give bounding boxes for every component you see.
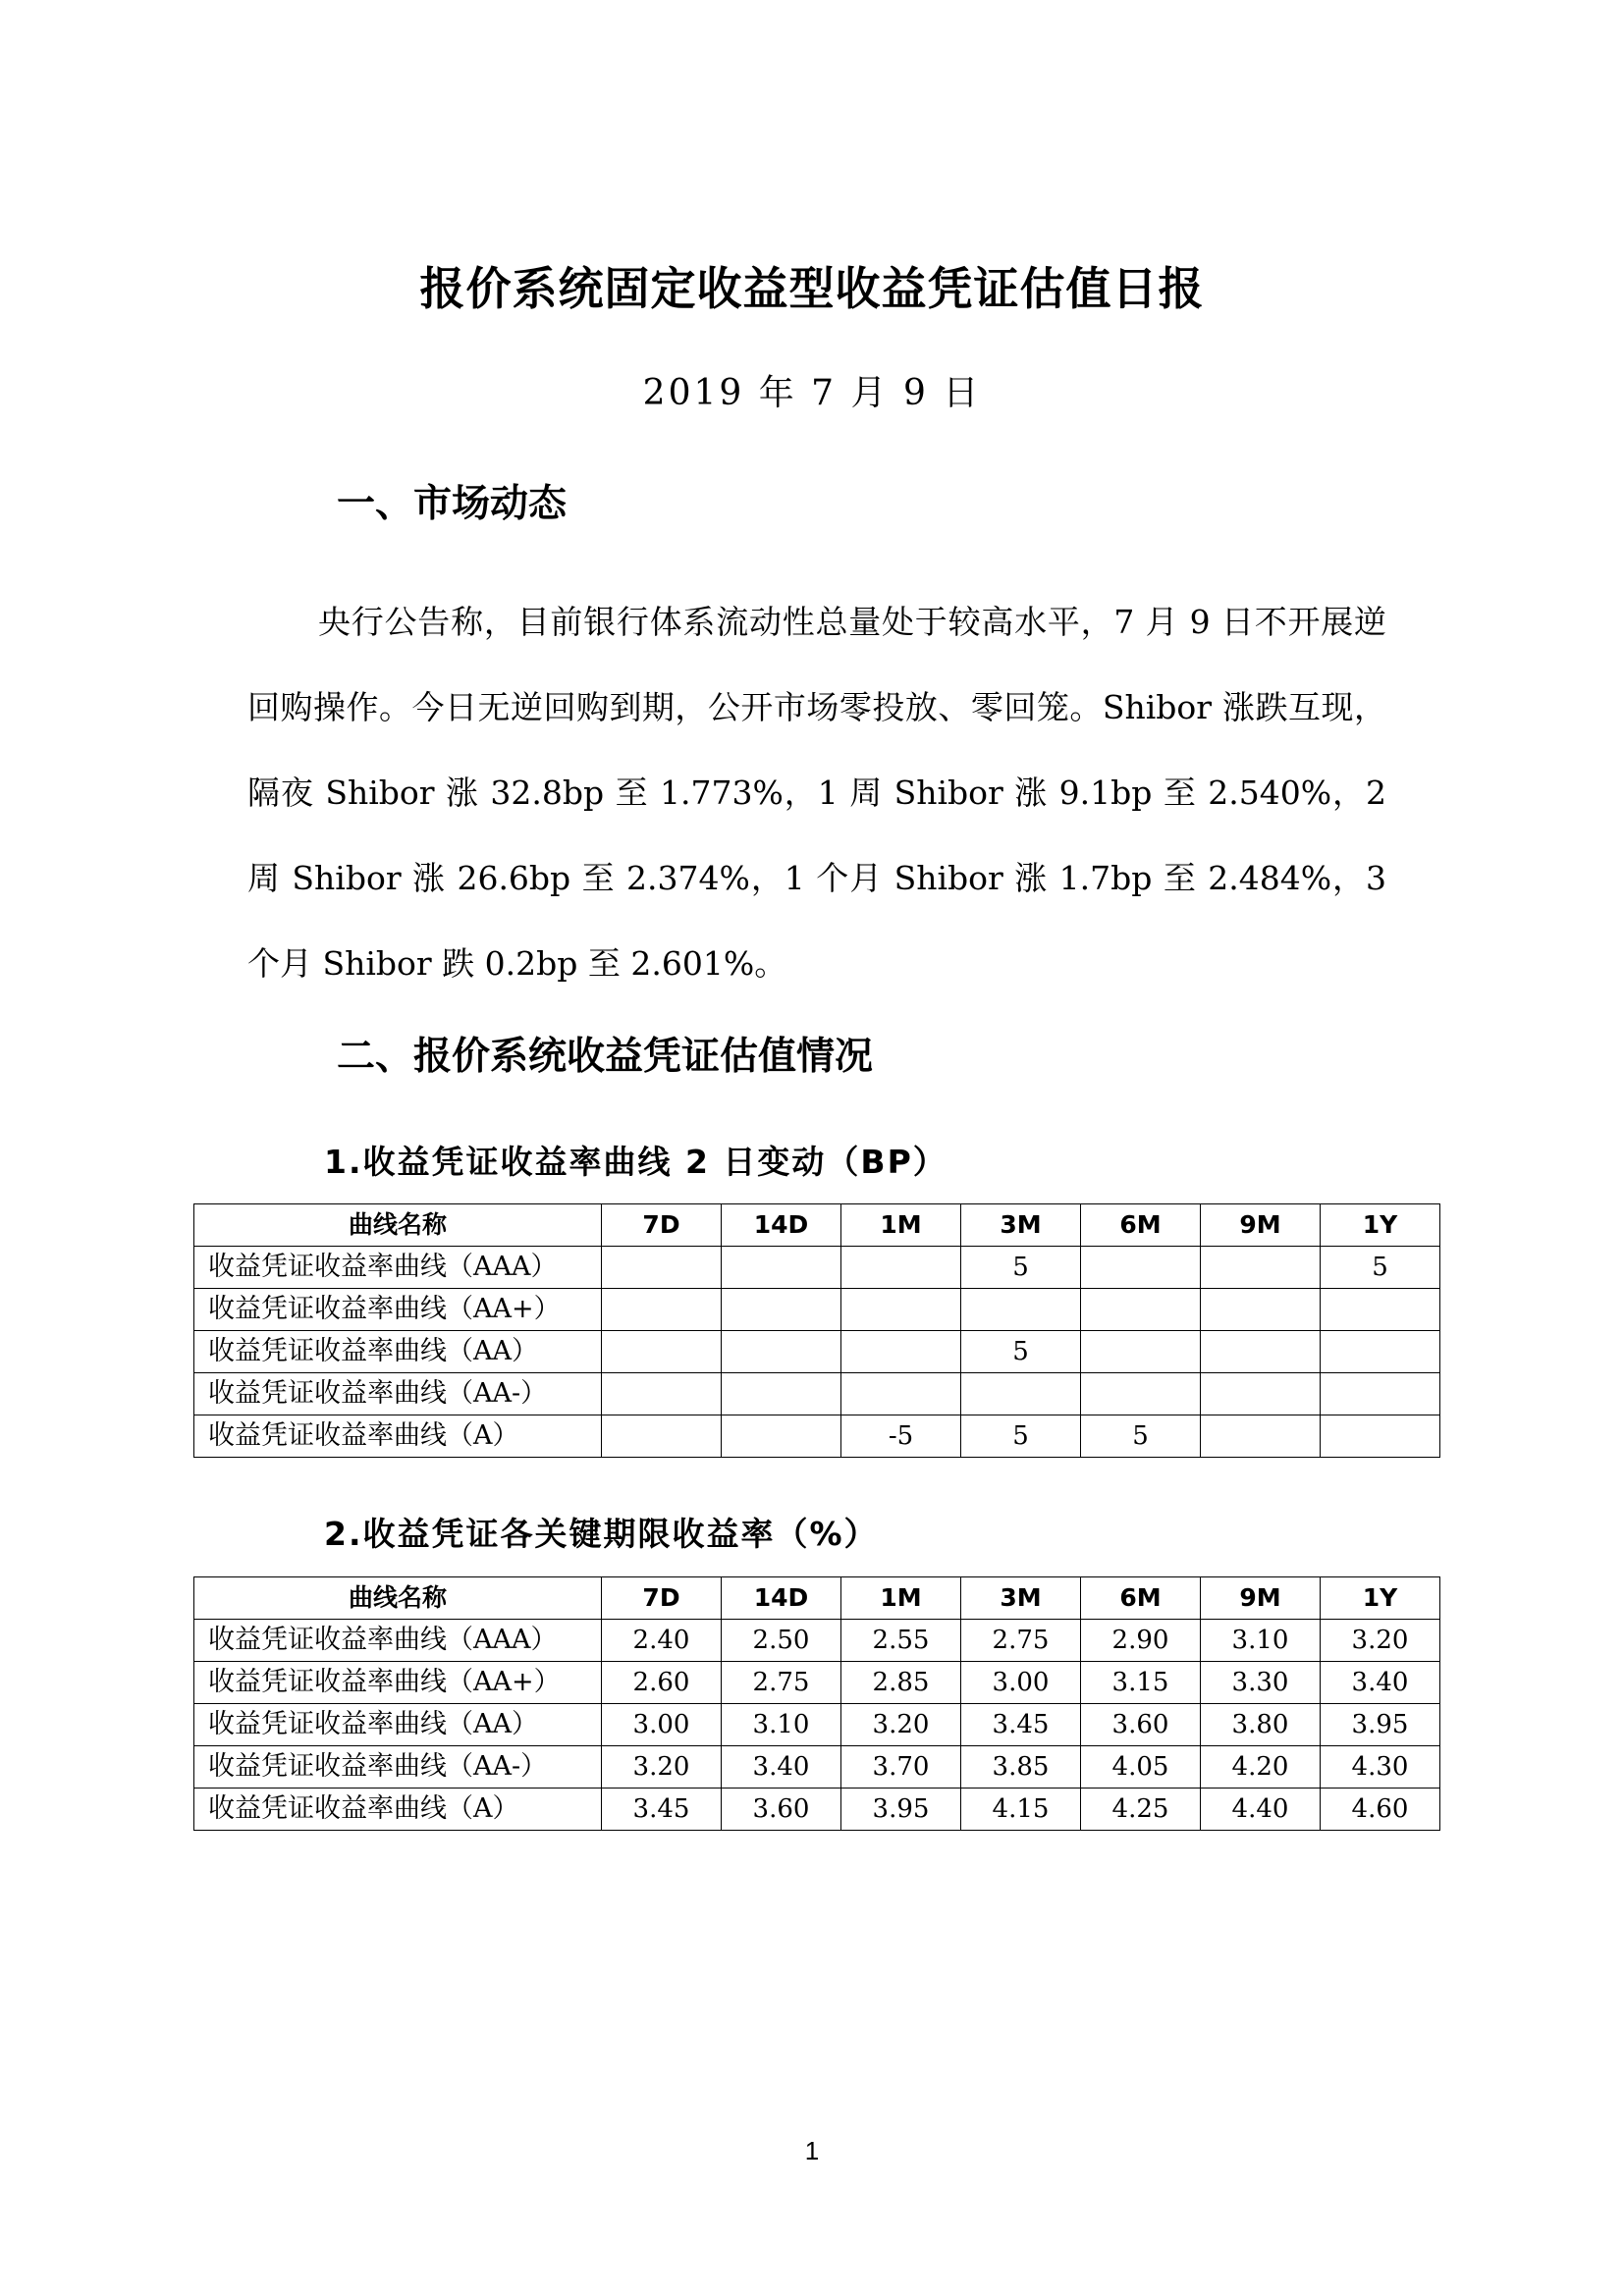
- value-cell: 5: [961, 1415, 1081, 1458]
- header-cell: 9M: [1201, 1577, 1321, 1620]
- value-cell: [1201, 1331, 1321, 1373]
- table1-caption: 1.收益凭证收益率曲线 2 日变动（BP）: [324, 1143, 947, 1181]
- report-title: 报价系统固定收益型收益凭证估值日报: [419, 262, 1205, 315]
- value-cell: 3.15: [1081, 1662, 1201, 1704]
- value-cell: [1321, 1373, 1440, 1415]
- value-cell: 3.95: [841, 1789, 961, 1831]
- curve-name-cell: 收益凭证收益率曲线（A）: [194, 1415, 602, 1458]
- value-cell: 5: [1081, 1415, 1201, 1458]
- value-cell: 4.25: [1081, 1789, 1201, 1831]
- curve-name-cell: 收益凭证收益率曲线（AA-）: [194, 1373, 602, 1415]
- curve-name-cell: 收益凭证收益率曲线（AA）: [194, 1704, 602, 1746]
- section-heading-market: 一、市场动态: [337, 482, 568, 526]
- value-cell: [841, 1331, 961, 1373]
- value-cell: [1081, 1289, 1201, 1331]
- value-cell: [722, 1373, 841, 1415]
- value-cell: 5: [1321, 1247, 1440, 1289]
- value-cell: 2.85: [841, 1662, 961, 1704]
- curve-name-cell: 收益凭证收益率曲线（AA+）: [194, 1289, 602, 1331]
- header-cell: 曲线名称: [194, 1204, 602, 1247]
- table-row: [194, 1789, 1440, 1831]
- value-cell: 3.45: [602, 1789, 722, 1831]
- page-number: 1: [804, 2136, 820, 2165]
- curve-name-cell: 收益凭证收益率曲线（AAA）: [194, 1247, 602, 1289]
- value-cell: 2.75: [961, 1620, 1081, 1662]
- value-cell: 4.20: [1201, 1746, 1321, 1789]
- curve-name-cell: 收益凭证收益率曲线（AA-）: [194, 1746, 602, 1789]
- header-cell: 1Y: [1321, 1204, 1440, 1247]
- value-cell: 2.60: [602, 1662, 722, 1704]
- value-cell: [602, 1373, 722, 1415]
- value-cell: [961, 1373, 1081, 1415]
- value-cell: 3.60: [1081, 1704, 1201, 1746]
- value-cell: 3.20: [1321, 1620, 1440, 1662]
- table-row: [194, 1704, 1440, 1746]
- value-cell: [1321, 1331, 1440, 1373]
- curve-name-cell: 收益凭证收益率曲线（AAA）: [194, 1620, 602, 1662]
- value-cell: 2.50: [722, 1620, 841, 1662]
- table-header-row: [194, 1204, 1440, 1247]
- header-cell: 9M: [1201, 1204, 1321, 1247]
- value-cell: 3.00: [961, 1662, 1081, 1704]
- value-cell: [602, 1289, 722, 1331]
- curve-name-cell: 收益凭证收益率曲线（A）: [194, 1789, 602, 1831]
- table-row: [194, 1247, 1440, 1289]
- value-cell: 2.90: [1081, 1620, 1201, 1662]
- value-cell: 3.85: [961, 1746, 1081, 1789]
- value-cell: 3.20: [602, 1746, 722, 1789]
- table-header-row: [194, 1577, 1440, 1620]
- table-row: [194, 1620, 1440, 1662]
- value-cell: [841, 1289, 961, 1331]
- value-cell: [722, 1415, 841, 1458]
- value-cell: 3.00: [602, 1704, 722, 1746]
- value-cell: 4.60: [1321, 1789, 1440, 1831]
- value-cell: 5: [961, 1331, 1081, 1373]
- market-paragraph: [247, 579, 1386, 1006]
- value-cell: 3.10: [1201, 1620, 1321, 1662]
- value-cell: 3.30: [1201, 1662, 1321, 1704]
- header-cell: 7D: [602, 1577, 722, 1620]
- value-cell: 3.40: [722, 1746, 841, 1789]
- table-row: [194, 1662, 1440, 1704]
- value-cell: 3.60: [722, 1789, 841, 1831]
- curve-name-cell: 收益凭证收益率曲线（AA）: [194, 1331, 602, 1373]
- value-cell: [1321, 1415, 1440, 1458]
- value-cell: 4.15: [961, 1789, 1081, 1831]
- header-cell: 3M: [961, 1577, 1081, 1620]
- curve-name-cell: 收益凭证收益率曲线（AA+）: [194, 1662, 602, 1704]
- yield-change-table: [193, 1203, 1440, 1458]
- value-cell: -5: [841, 1415, 961, 1458]
- table-row: [194, 1415, 1440, 1458]
- header-cell: 14D: [722, 1577, 841, 1620]
- value-cell: 2.75: [722, 1662, 841, 1704]
- header-cell: 1M: [841, 1577, 961, 1620]
- header-cell: 6M: [1081, 1577, 1201, 1620]
- value-cell: 2.40: [602, 1620, 722, 1662]
- value-cell: 5: [961, 1247, 1081, 1289]
- value-cell: [841, 1373, 961, 1415]
- header-cell: 7D: [602, 1204, 722, 1247]
- value-cell: 2.55: [841, 1620, 961, 1662]
- value-cell: [1081, 1373, 1201, 1415]
- value-cell: [1081, 1247, 1201, 1289]
- value-cell: 3.10: [722, 1704, 841, 1746]
- value-cell: 3.45: [961, 1704, 1081, 1746]
- table2-caption: 2.收益凭证各关键期限收益率（%）: [324, 1515, 879, 1553]
- value-cell: [841, 1247, 961, 1289]
- value-cell: [1201, 1415, 1321, 1458]
- header-cell: 1Y: [1321, 1577, 1440, 1620]
- header-cell: 14D: [722, 1204, 841, 1247]
- value-cell: [1201, 1373, 1321, 1415]
- value-cell: [1201, 1289, 1321, 1331]
- value-cell: [722, 1331, 841, 1373]
- value-cell: 4.40: [1201, 1789, 1321, 1831]
- value-cell: [1321, 1289, 1440, 1331]
- table-row: [194, 1331, 1440, 1373]
- value-cell: [722, 1289, 841, 1331]
- value-cell: [602, 1415, 722, 1458]
- value-cell: [1081, 1331, 1201, 1373]
- header-cell: 曲线名称: [194, 1577, 602, 1620]
- section-heading-valuation: 二、报价系统收益凭证估值情况: [337, 1035, 874, 1079]
- report-date: 2019 年 7 月 9 日: [642, 373, 982, 413]
- value-cell: [961, 1289, 1081, 1331]
- market-paragraph-text: 央行公告称，目前银行体系流动性总量处于较高水平，7 月 9 日不开展逆回购操作。今日无逆回购到期，公开市场零投放、零回笼。Shibor 涨跌互现，隔夜 Shibor 涨 32.8bp 至 1.773%，1 周 Shibor 涨 9.1bp 至 2.540%，2 周 Shibor 涨 26.6bp 至 2.374%，1 个月 Shibor 涨 1.7bp 至 2.484%，3 个月 Shibor 跌 0.2bp 至 2.601%。: [247, 603, 1386, 983]
- value-cell: 3.95: [1321, 1704, 1440, 1746]
- header-cell: 6M: [1081, 1204, 1201, 1247]
- value-cell: 3.70: [841, 1746, 961, 1789]
- table-row: [194, 1746, 1440, 1789]
- value-cell: 4.30: [1321, 1746, 1440, 1789]
- value-cell: 3.40: [1321, 1662, 1440, 1704]
- table-row: [194, 1373, 1440, 1415]
- value-cell: 3.20: [841, 1704, 961, 1746]
- value-cell: [722, 1247, 841, 1289]
- value-cell: 3.80: [1201, 1704, 1321, 1746]
- value-cell: [602, 1331, 722, 1373]
- table-row: [194, 1289, 1440, 1331]
- header-cell: 3M: [961, 1204, 1081, 1247]
- value-cell: 4.05: [1081, 1746, 1201, 1789]
- value-cell: [602, 1247, 722, 1289]
- header-cell: 1M: [841, 1204, 961, 1247]
- key-tenor-yield-table: [193, 1576, 1440, 1831]
- value-cell: [1201, 1247, 1321, 1289]
